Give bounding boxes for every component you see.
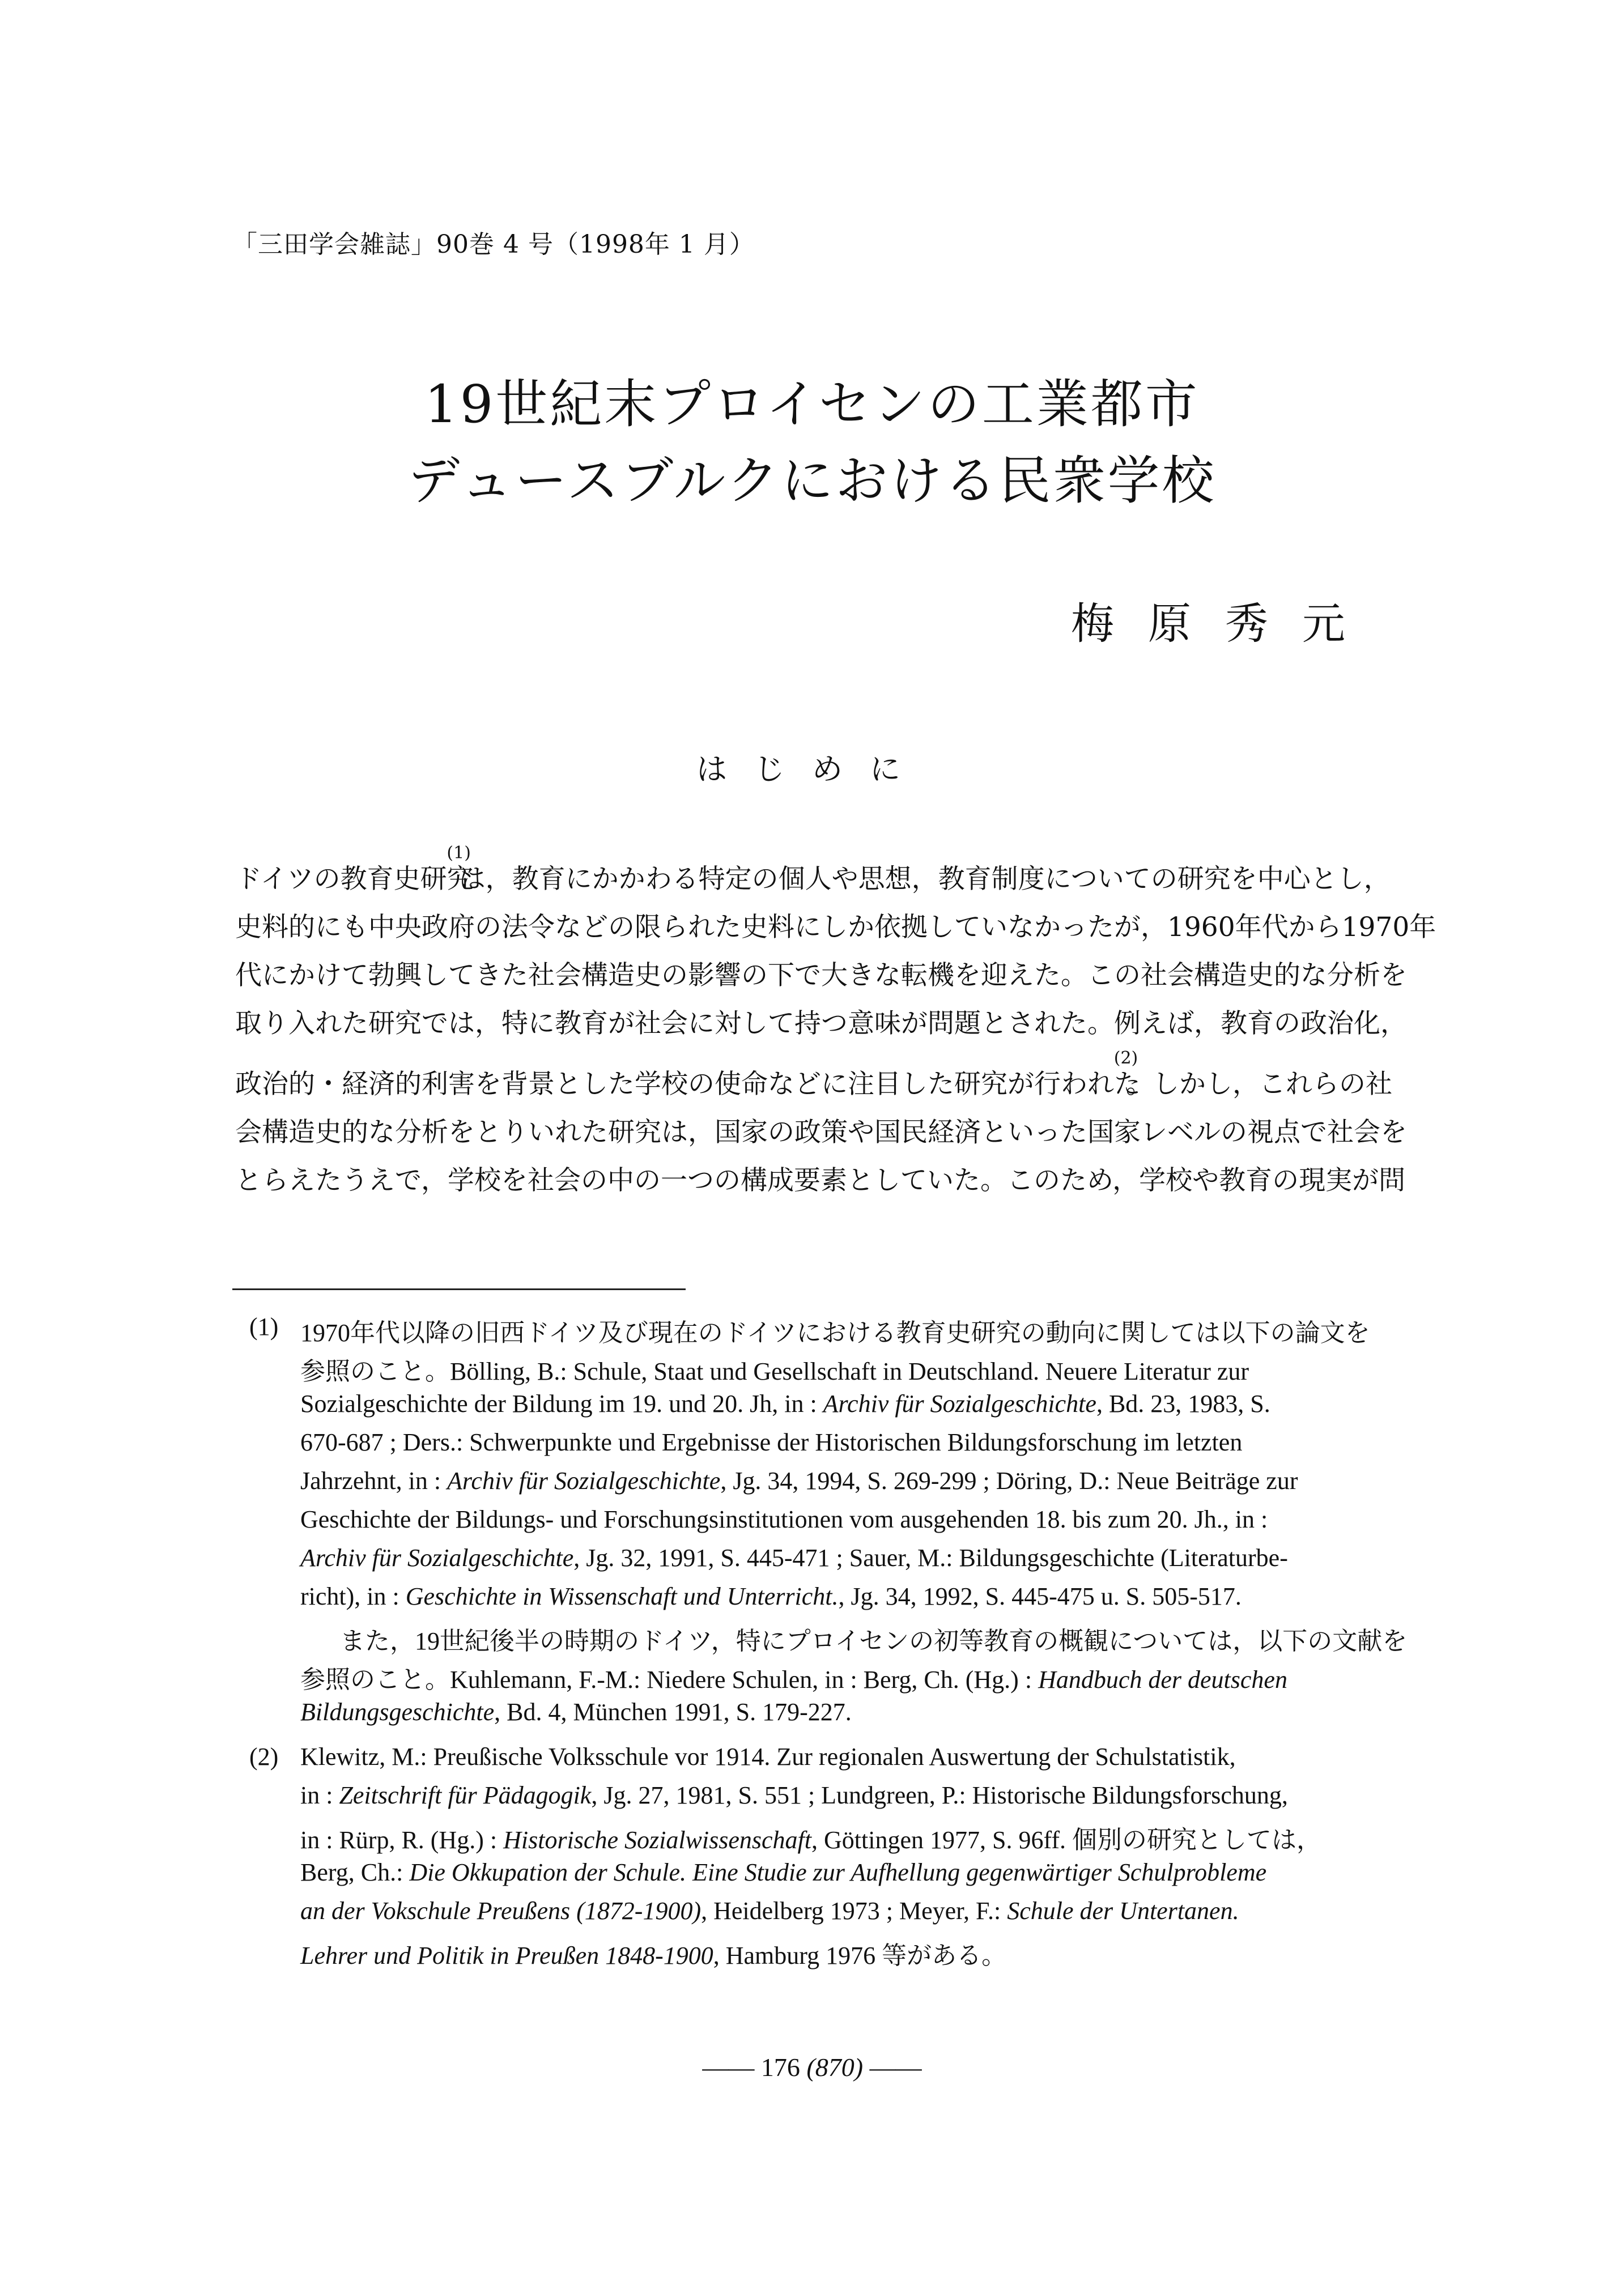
footnote-number-2: (2) (249, 1743, 279, 1771)
footnote-separator (232, 1288, 686, 1290)
body-line: 代にかけて勃興してきた社会構造史の影響の下で大きな転機を迎えた。この社会構造史的な分析を (235, 960, 1407, 991)
footnote-line: 参照のこと。Kuhlemann, F.-M.: Niedere Schulen, in : Berg, Ch. (Hg.) : Handbuch der deutschen (300, 1666, 1287, 1694)
footnote-line: an der Vokschule Preußens (1872-1900), Heidelberg 1973 ; Meyer, F.: Schule der Untertanen. (300, 1897, 1239, 1925)
article-title-line-1: 19世紀末プロイセンの工業都市 (424, 374, 1200, 435)
footnote-line: richt), in : Geschichte in Wissenschaft und Unterricht., Jg. 34, 1992, S. 445-475 u. S. 505-517. (300, 1582, 1242, 1610)
footnote-line: Archiv für Sozialgeschichte, Jg. 32, 1991, S. 445-471 ; Sauer, M.: Bildungsgeschichte (Literaturbe- (300, 1544, 1288, 1572)
footnote-line: in : Zeitschrift für Pädagogik, Jg. 27, 1981, S. 551 ; Lundgreen, P.: Historische Bildungsforschung, (300, 1781, 1288, 1809)
journal-citation: 「三田学会雑誌」90巻 4 号（1998年 1 月） (232, 230, 755, 259)
footnote-number-1: (1) (249, 1313, 279, 1341)
footnote-line: Sozialgeschichte der Bildung im 19. und 20. Jh, in : Archiv für Sozialgeschichte, Bd. 23, 1983, S. (300, 1390, 1270, 1418)
body-line: 政治的・経済的利害を背景とした学校の使命などに注目した研究が行われた(2)。しかし，これらの社 (235, 1048, 1392, 1100)
footnote-line: 参照のこと。Bölling, B.: Schule, Staat und Gesellschaft in Deutschland. Neuere Literatur zur (300, 1358, 1249, 1385)
article-title-line-2: デュースブルクにおける民衆学校 (407, 450, 1217, 511)
footnote-line: Geschichte der Bildungs- und Forschungsinstitutionen vom ausgehenden 18. bis zum 20. Jh., in : (300, 1505, 1268, 1533)
page-number: —— 176 (870) —— (702, 2053, 922, 2082)
body-line: 史料的にも中央政府の法令などの限られた史料にしか依拠していなかったが，1960年代から1970年 (235, 912, 1436, 943)
body-line: とらえたうえで，学校を社会の中の一つの構成要素としていた。このため，学校や教育の現実が問 (235, 1165, 1406, 1196)
footnote-line: 670-687 ; Ders.: Schwerpunkte und Ergebnisse der Historischen Bildungsforschung im letzten (300, 1428, 1243, 1456)
footnote-line: in : Rürp, R. (Hg.) : Historische Sozialwissenschaft, Göttingen 1977, S. 96ff. 個別の研究としては， (300, 1826, 1321, 1854)
body-line: ドイツの教育史研究(1)は，教育にかかわる特定の個人や思想，教育制度についての研究を中心とし， (235, 843, 1391, 895)
footnote-line: また，19世紀後半の時期のドイツ，特にプロイセンの初等教育の概観については，以下の文献を (340, 1627, 1408, 1655)
section-heading: はじめに (696, 751, 928, 787)
footnote-line: Berg, Ch.: Die Okkupation der Schule. Eine Studie zur Aufhellung gegenwärtiger Schulprobleme (300, 1858, 1267, 1886)
body-line: 会構造史的な分析をとりいれた研究は，国家の政策や国民経済といった国家レベルの視点で社会を (235, 1117, 1407, 1148)
footnote-line: Klewitz, M.: Preußische Volksschule vor 1914. Zur regionalen Auswertung der Schulstatistik, (300, 1743, 1236, 1771)
footnote-ref-2[interactable]: (2) (1113, 1048, 1138, 1068)
body-line: 取り入れた研究では，特に教育が社会に対して持つ意味が問題とされた。例えば，教育の政治化， (235, 1008, 1407, 1039)
footnote-ref-1[interactable]: (1) (447, 843, 471, 863)
footnote-line: 1970年代以降の旧西ドイツ及び現在のドイツにおける教育史研究の動向に関しては以下の論文を (300, 1319, 1370, 1347)
author-name: 梅原秀元 (1071, 598, 1379, 649)
footnote-line: Lehrer und Politik in Preußen 1848-1900, Hamburg 1976 等がある。 (300, 1942, 1007, 1969)
footnote-line: Jahrzehnt, in : Archiv für Sozialgeschichte, Jg. 34, 1994, S. 269-299 ; Döring, D.: Neue Beiträge zur (300, 1467, 1298, 1495)
footnote-line: Bildungsgeschichte, Bd. 4, München 1991, S. 179-227. (300, 1698, 852, 1726)
